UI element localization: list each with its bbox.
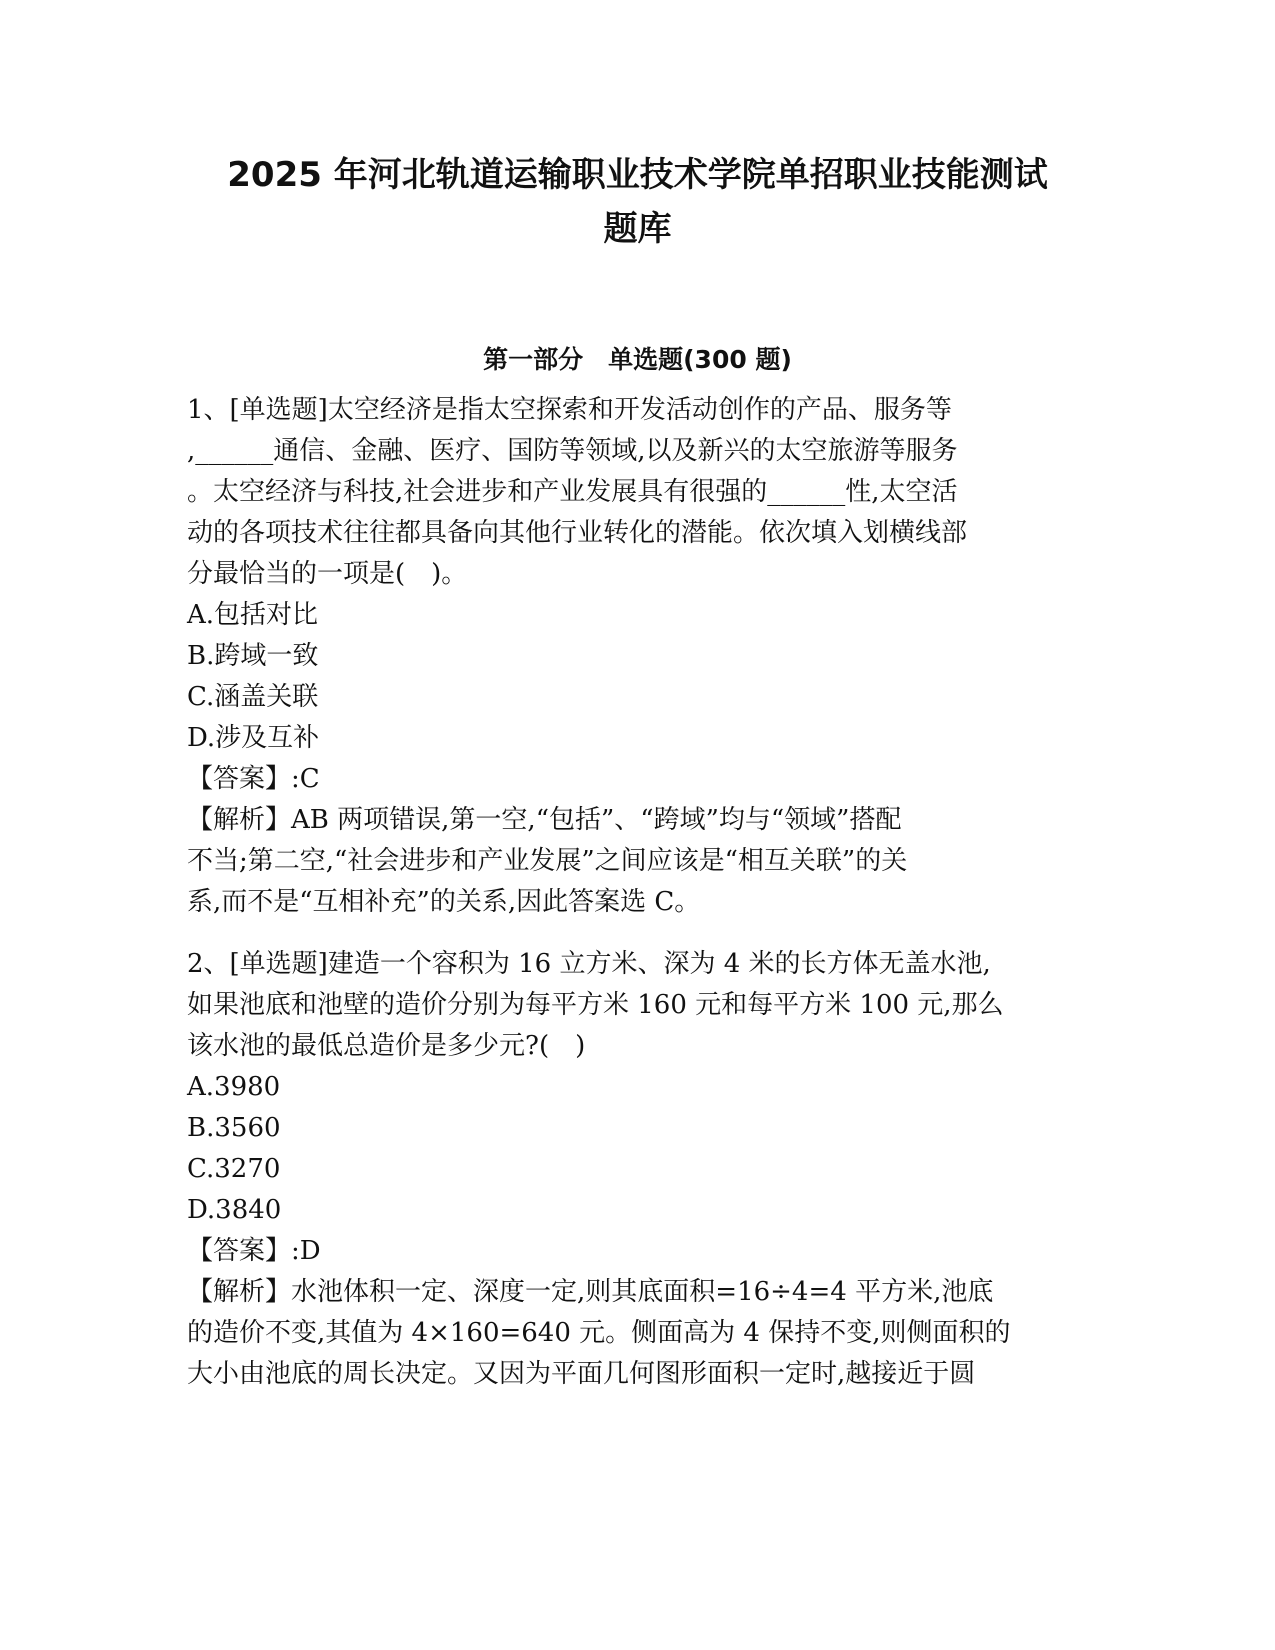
question-1-analysis-line: 不当;第二空,“社会进步和产业发展”之间应该是“相互关联”的关 [187, 846, 908, 876]
answer-value: :C [291, 764, 320, 794]
analysis-text: AB 两项错误,第一空,“包括”、“跨域”均与“领域”搭配 [291, 805, 902, 835]
question-2-stem-line: 2、[单选题]建造一个容积为 16 立方米、深为 4 米的长方体无盖水池, [187, 949, 991, 979]
question-2-option-a: A.3980 [187, 1072, 281, 1102]
document-title-line-2: 题库 [603, 209, 672, 249]
question-2-analysis-line: 大小由池底的周长决定。又因为平面几何图形面积一定时,越接近于圆 [187, 1359, 976, 1389]
answer-label: 【答案】 [187, 764, 292, 794]
analysis-label: 【解析】 [187, 1277, 292, 1307]
question-2-option-c: C.3270 [187, 1154, 281, 1184]
question-2-option-b: B.3560 [187, 1113, 281, 1143]
question-1-option-a: A.包括对比 [187, 600, 319, 630]
question-2-analysis-line [187, 1274, 1087, 1310]
question-1-answer [187, 761, 1087, 797]
question-1-analysis-line: 系,而不是“互相补充”的关系,因此答案选 C。 [187, 887, 701, 917]
question-1-option-d: D.涉及互补 [187, 723, 320, 753]
question-1-option-c: C.涵盖关联 [187, 682, 319, 712]
question-1-stem-line: 1、[单选题]太空经济是指太空探索和开发活动创作的产品、服务等 [187, 395, 952, 425]
question-1-option-b: B.跨域一致 [187, 641, 319, 671]
question-1-stem-line: 分最恰当的一项是( )。 [187, 559, 468, 589]
answer-label: 【答案】 [187, 1236, 292, 1266]
question-1-analysis-line [187, 802, 1087, 838]
question-1-stem-line: 动的各项技术往往都具备向其他行业转化的潜能。依次填入划横线部 [187, 518, 968, 548]
question-2-answer [187, 1233, 1087, 1269]
question-1-stem-line: 。太空经济与科技,社会进步和产业发展具有很强的______性,太空活 [187, 477, 958, 507]
document-title-line-1: 2025 年河北轨道运输职业技术学院单招职业技能测试 [227, 155, 1048, 195]
answer-value: :D [291, 1236, 321, 1266]
section-heading: 第一部分 单选题(300 题) [483, 345, 792, 374]
question-2-option-d: D.3840 [187, 1195, 282, 1225]
analysis-label: 【解析】 [187, 805, 292, 835]
analysis-text: 水池体积一定、深度一定,则其底面积=16÷4=4 平方米,池底 [291, 1277, 994, 1307]
question-2-stem-line: 该水池的最低总造价是多少元?( ) [187, 1031, 586, 1061]
question-2-analysis-line: 的造价不变,其值为 4×160=640 元。侧面高为 4 保持不变,则侧面积的 [187, 1318, 1011, 1348]
question-1-stem-line: ,______通信、金融、医疗、国防等领域,以及新兴的太空旅游等服务 [187, 436, 958, 466]
question-2-stem-line: 如果池底和池壁的造价分别为每平方米 160 元和每平方米 100 元,那么 [187, 990, 1004, 1020]
